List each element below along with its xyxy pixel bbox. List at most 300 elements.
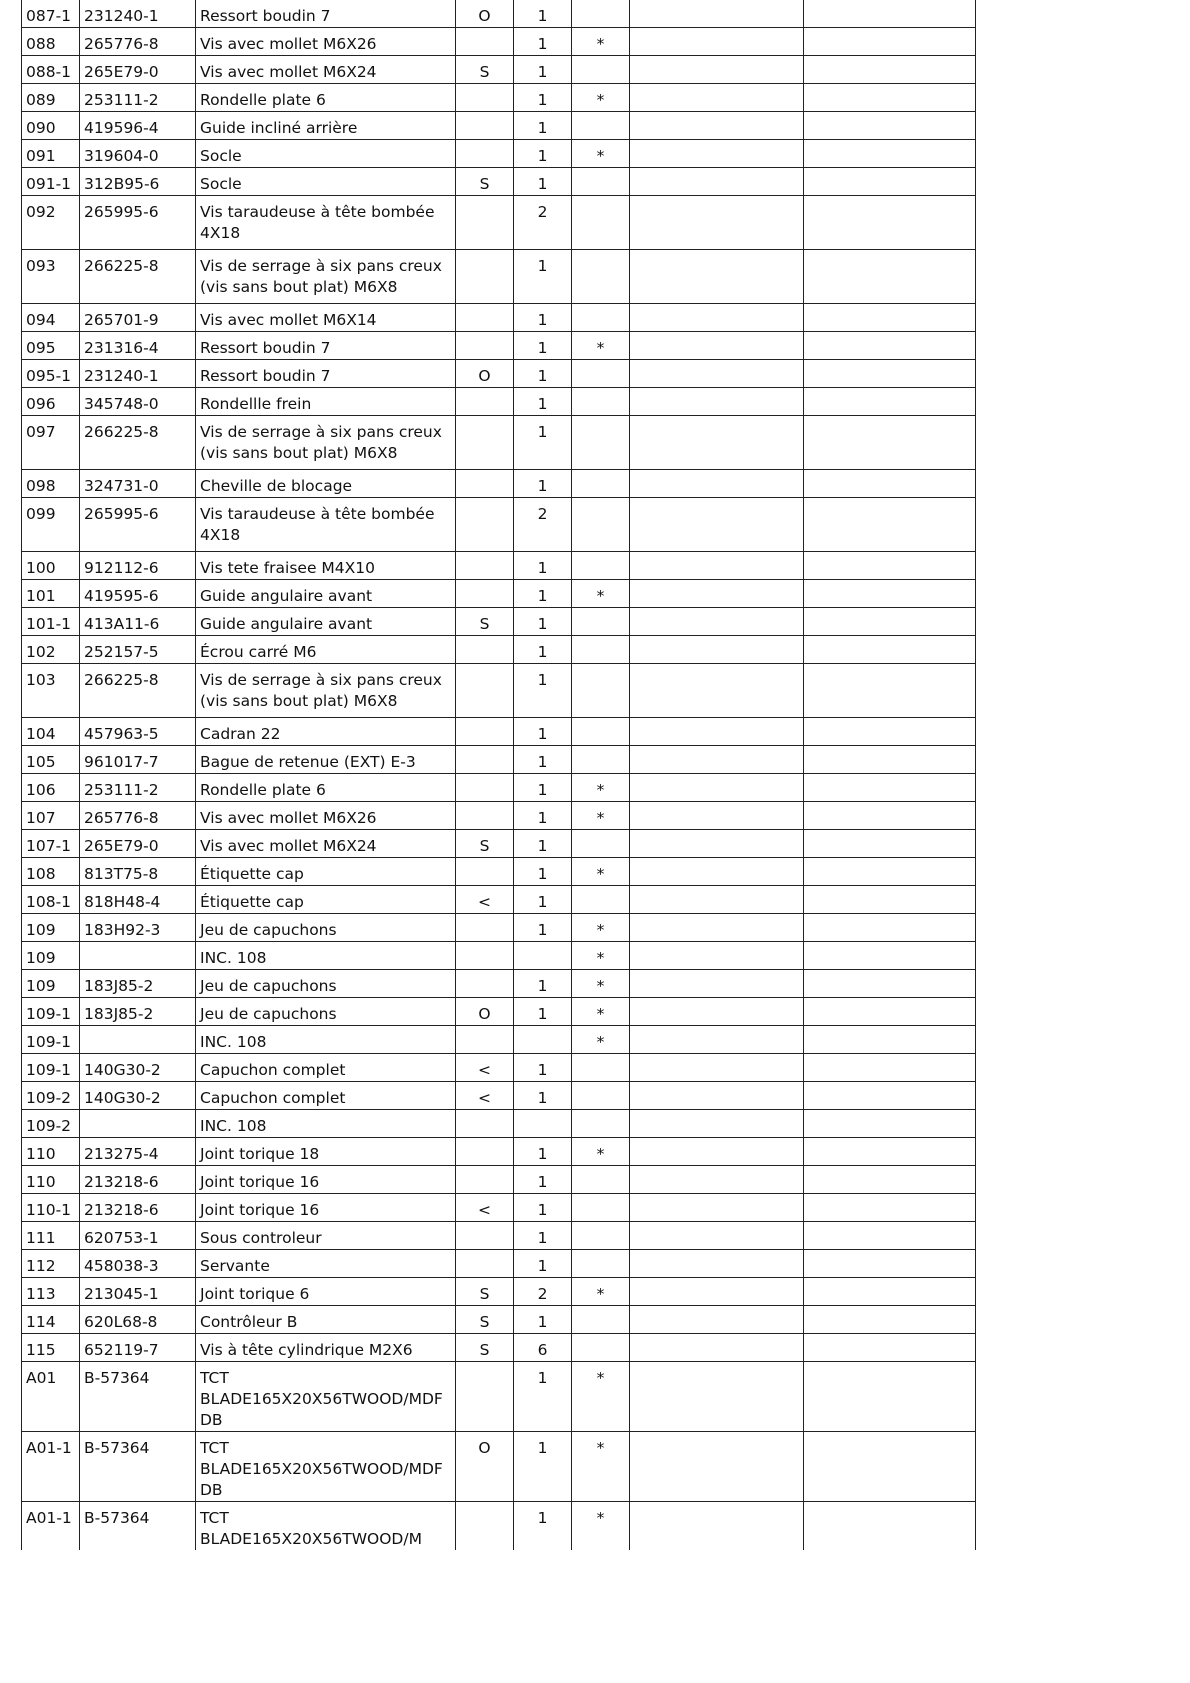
table-row [22, 470, 976, 498]
marker-cell: * [572, 1502, 630, 1551]
item-number-cell: A01-1 [22, 1432, 80, 1502]
empty-cell [804, 304, 976, 332]
part-number-cell: 813T75-8 [80, 858, 196, 886]
part-number-cell: 961017-7 [80, 746, 196, 774]
parts-list-page [21, 0, 976, 1550]
table-row [22, 416, 976, 470]
marker-cell [572, 1306, 630, 1334]
note-code-cell [456, 140, 514, 168]
table-row [22, 1362, 976, 1432]
note-code-cell [456, 664, 514, 718]
description-cell: Vis de serrage à six pans creux (vis sans bout plat) M6X8 [196, 416, 456, 470]
part-number-cell: 253111-2 [80, 84, 196, 112]
table-row [22, 942, 976, 970]
item-number-cell: 101-1 [22, 608, 80, 636]
item-number-cell: 088 [22, 28, 80, 56]
quantity-cell: 1 [514, 1138, 572, 1166]
note-code-cell [456, 746, 514, 774]
item-number-cell: 108-1 [22, 886, 80, 914]
empty-cell [630, 1362, 804, 1432]
empty-cell [630, 886, 804, 914]
description-cell: Rondellle frein [196, 388, 456, 416]
item-number-cell: 110-1 [22, 1194, 80, 1222]
note-code-cell: O [456, 1432, 514, 1502]
empty-cell [630, 332, 804, 360]
empty-cell [630, 1334, 804, 1362]
empty-cell [630, 608, 804, 636]
empty-cell [804, 802, 976, 830]
item-number-cell: 109-1 [22, 1026, 80, 1054]
empty-cell [630, 470, 804, 498]
marker-cell [572, 360, 630, 388]
item-number-cell: 087-1 [22, 0, 80, 28]
description-cell: Cheville de blocage [196, 470, 456, 498]
table-row [22, 970, 976, 998]
marker-cell: * [572, 580, 630, 608]
table-row [22, 1166, 976, 1194]
note-code-cell: O [456, 0, 514, 28]
empty-cell [630, 1306, 804, 1334]
quantity-cell: 1 [514, 250, 572, 304]
empty-cell [804, 664, 976, 718]
note-code-cell: S [456, 1334, 514, 1362]
note-code-cell [456, 774, 514, 802]
description-cell: Joint torique 16 [196, 1194, 456, 1222]
marker-cell [572, 886, 630, 914]
quantity-cell: 1 [514, 416, 572, 470]
description-cell: Étiquette cap [196, 886, 456, 914]
quantity-cell: 1 [514, 718, 572, 746]
parts-table [21, 0, 976, 1550]
description-cell: Socle [196, 168, 456, 196]
item-number-cell: 101 [22, 580, 80, 608]
item-number-cell: 095-1 [22, 360, 80, 388]
item-number-cell: 109 [22, 942, 80, 970]
marker-cell: * [572, 1432, 630, 1502]
empty-cell [630, 914, 804, 942]
description-cell: Servante [196, 1250, 456, 1278]
empty-cell [804, 886, 976, 914]
table-row [22, 140, 976, 168]
note-code-cell [456, 1026, 514, 1054]
description-cell: Vis de serrage à six pans creux (vis sans bout plat) M6X8 [196, 664, 456, 718]
part-number-cell: 620L68-8 [80, 1306, 196, 1334]
description-cell: Vis avec mollet M6X14 [196, 304, 456, 332]
table-row [22, 1502, 976, 1551]
empty-cell [804, 1082, 976, 1110]
empty-cell [804, 84, 976, 112]
marker-cell: * [572, 970, 630, 998]
item-number-cell: 107-1 [22, 830, 80, 858]
table-row [22, 664, 976, 718]
empty-cell [804, 1194, 976, 1222]
parts-table-body [22, 0, 976, 1550]
empty-cell [630, 1138, 804, 1166]
item-number-cell: 096 [22, 388, 80, 416]
table-row [22, 608, 976, 636]
part-number-cell: 265776-8 [80, 802, 196, 830]
note-code-cell [456, 388, 514, 416]
note-code-cell: O [456, 998, 514, 1026]
marker-cell: * [572, 28, 630, 56]
part-number-cell: B-57364 [80, 1362, 196, 1432]
item-number-cell: 109 [22, 914, 80, 942]
quantity-cell: 1 [514, 998, 572, 1026]
note-code-cell [456, 1110, 514, 1138]
item-number-cell: 104 [22, 718, 80, 746]
empty-cell [630, 1250, 804, 1278]
description-cell: Cadran 22 [196, 718, 456, 746]
empty-cell [630, 84, 804, 112]
note-code-cell: S [456, 168, 514, 196]
quantity-cell: 1 [514, 1082, 572, 1110]
part-number-cell: 652119-7 [80, 1334, 196, 1362]
item-number-cell: 109-1 [22, 1054, 80, 1082]
part-number-cell: 140G30-2 [80, 1054, 196, 1082]
empty-cell [630, 636, 804, 664]
note-code-cell: < [456, 886, 514, 914]
empty-cell [804, 552, 976, 580]
part-number-cell: 213218-6 [80, 1194, 196, 1222]
marker-cell [572, 168, 630, 196]
empty-cell [804, 332, 976, 360]
marker-cell [572, 746, 630, 774]
empty-cell [804, 1502, 976, 1551]
description-cell: INC. 108 [196, 942, 456, 970]
item-number-cell: 098 [22, 470, 80, 498]
part-number-cell: 183J85-2 [80, 970, 196, 998]
note-code-cell [456, 332, 514, 360]
description-cell: Étiquette cap [196, 858, 456, 886]
part-number-cell: 213218-6 [80, 1166, 196, 1194]
marker-cell: * [572, 1138, 630, 1166]
table-row [22, 830, 976, 858]
marker-cell: * [572, 1026, 630, 1054]
description-cell: Vis avec mollet M6X26 [196, 802, 456, 830]
description-cell: INC. 108 [196, 1110, 456, 1138]
empty-cell [804, 636, 976, 664]
marker-cell [572, 1194, 630, 1222]
empty-cell [630, 0, 804, 28]
description-cell: INC. 108 [196, 1026, 456, 1054]
note-code-cell: < [456, 1194, 514, 1222]
part-number-cell: 213045-1 [80, 1278, 196, 1306]
quantity-cell: 1 [514, 470, 572, 498]
description-cell: Joint torique 6 [196, 1278, 456, 1306]
table-row [22, 914, 976, 942]
empty-cell [630, 664, 804, 718]
item-number-cell: A01 [22, 1362, 80, 1432]
marker-cell [572, 470, 630, 498]
part-number-cell: 265995-6 [80, 498, 196, 552]
part-number-cell: 265701-9 [80, 304, 196, 332]
note-code-cell [456, 802, 514, 830]
part-number-cell: 345748-0 [80, 388, 196, 416]
empty-cell [630, 168, 804, 196]
empty-cell [630, 360, 804, 388]
part-number-cell: 183H92-3 [80, 914, 196, 942]
quantity-cell: 6 [514, 1334, 572, 1362]
table-row [22, 250, 976, 304]
item-number-cell: 100 [22, 552, 80, 580]
description-cell: Socle [196, 140, 456, 168]
quantity-cell: 1 [514, 886, 572, 914]
part-number-cell: 265776-8 [80, 28, 196, 56]
description-cell: Écrou carré M6 [196, 636, 456, 664]
empty-cell [804, 608, 976, 636]
quantity-cell: 1 [514, 332, 572, 360]
table-row [22, 388, 976, 416]
marker-cell: * [572, 1362, 630, 1432]
quantity-cell: 1 [514, 112, 572, 140]
note-code-cell [456, 304, 514, 332]
empty-cell [804, 1026, 976, 1054]
note-code-cell [456, 914, 514, 942]
note-code-cell [456, 250, 514, 304]
note-code-cell [456, 1362, 514, 1432]
item-number-cell: 106 [22, 774, 80, 802]
empty-cell [804, 1166, 976, 1194]
empty-cell [804, 1432, 976, 1502]
table-row [22, 1278, 976, 1306]
quantity-cell: 1 [514, 830, 572, 858]
quantity-cell: 1 [514, 1054, 572, 1082]
marker-cell: * [572, 998, 630, 1026]
marker-cell [572, 636, 630, 664]
item-number-cell: 113 [22, 1278, 80, 1306]
note-code-cell [456, 718, 514, 746]
marker-cell [572, 388, 630, 416]
part-number-cell: 266225-8 [80, 664, 196, 718]
note-code-cell [456, 580, 514, 608]
item-number-cell: 089 [22, 84, 80, 112]
note-code-cell [456, 942, 514, 970]
quantity-cell: 2 [514, 498, 572, 552]
empty-cell [630, 718, 804, 746]
description-cell: Capuchon complet [196, 1054, 456, 1082]
quantity-cell: 1 [514, 802, 572, 830]
table-row [22, 332, 976, 360]
quantity-cell: 1 [514, 746, 572, 774]
quantity-cell: 1 [514, 388, 572, 416]
empty-cell [804, 1222, 976, 1250]
description-cell: Jeu de capuchons [196, 914, 456, 942]
marker-cell [572, 1166, 630, 1194]
part-number-cell: 912112-6 [80, 552, 196, 580]
table-row [22, 858, 976, 886]
marker-cell [572, 1222, 630, 1250]
empty-cell [630, 498, 804, 552]
description-cell: Vis taraudeuse à tête bombée 4X18 [196, 196, 456, 250]
item-number-cell: 091 [22, 140, 80, 168]
item-number-cell: 092 [22, 196, 80, 250]
table-row [22, 28, 976, 56]
empty-cell [804, 1110, 976, 1138]
quantity-cell [514, 1026, 572, 1054]
quantity-cell: 1 [514, 168, 572, 196]
part-number-cell: 312B95-6 [80, 168, 196, 196]
empty-cell [804, 746, 976, 774]
quantity-cell: 1 [514, 1432, 572, 1502]
empty-cell [804, 718, 976, 746]
description-cell: TCT BLADE165X20X56TWOOD/MDF DB [196, 1432, 456, 1502]
empty-cell [630, 1166, 804, 1194]
table-row [22, 0, 976, 28]
item-number-cell: 094 [22, 304, 80, 332]
table-row [22, 1432, 976, 1502]
description-cell: Ressort boudin 7 [196, 332, 456, 360]
part-number-cell: 265995-6 [80, 196, 196, 250]
quantity-cell: 1 [514, 360, 572, 388]
quantity-cell: 1 [514, 1194, 572, 1222]
empty-cell [804, 914, 976, 942]
item-number-cell: 109-2 [22, 1110, 80, 1138]
note-code-cell: S [456, 830, 514, 858]
note-code-cell: S [456, 56, 514, 84]
marker-cell [572, 608, 630, 636]
empty-cell [804, 0, 976, 28]
note-code-cell: S [456, 1278, 514, 1306]
description-cell: Vis avec mollet M6X24 [196, 56, 456, 84]
marker-cell: * [572, 774, 630, 802]
empty-cell [804, 250, 976, 304]
empty-cell [630, 858, 804, 886]
part-number-cell: 231316-4 [80, 332, 196, 360]
table-row [22, 304, 976, 332]
empty-cell [804, 168, 976, 196]
item-number-cell: A01-1 [22, 1502, 80, 1551]
quantity-cell [514, 1110, 572, 1138]
empty-cell [630, 1502, 804, 1551]
item-number-cell: 088-1 [22, 56, 80, 84]
part-number-cell: 252157-5 [80, 636, 196, 664]
table-row [22, 168, 976, 196]
note-code-cell: S [456, 608, 514, 636]
marker-cell [572, 498, 630, 552]
table-row [22, 580, 976, 608]
description-cell: Rondelle plate 6 [196, 774, 456, 802]
part-number-cell: 620753-1 [80, 1222, 196, 1250]
empty-cell [630, 250, 804, 304]
marker-cell [572, 552, 630, 580]
marker-cell [572, 1110, 630, 1138]
table-row [22, 1138, 976, 1166]
description-cell: Guide angulaire avant [196, 608, 456, 636]
empty-cell [630, 774, 804, 802]
marker-cell: * [572, 140, 630, 168]
empty-cell [630, 998, 804, 1026]
description-cell: Jeu de capuchons [196, 998, 456, 1026]
quantity-cell: 1 [514, 84, 572, 112]
empty-cell [804, 112, 976, 140]
table-row [22, 1026, 976, 1054]
item-number-cell: 099 [22, 498, 80, 552]
empty-cell [804, 498, 976, 552]
item-number-cell: 103 [22, 664, 80, 718]
part-number-cell: 140G30-2 [80, 1082, 196, 1110]
note-code-cell [456, 112, 514, 140]
empty-cell [804, 470, 976, 498]
marker-cell [572, 1054, 630, 1082]
description-cell: Rondelle plate 6 [196, 84, 456, 112]
empty-cell [804, 140, 976, 168]
quantity-cell: 1 [514, 1166, 572, 1194]
table-row [22, 1306, 976, 1334]
empty-cell [804, 360, 976, 388]
empty-cell [630, 552, 804, 580]
table-row [22, 1250, 976, 1278]
note-code-cell [456, 970, 514, 998]
item-number-cell: 109-2 [22, 1082, 80, 1110]
quantity-cell: 1 [514, 140, 572, 168]
table-row [22, 1110, 976, 1138]
empty-cell [630, 802, 804, 830]
marker-cell [572, 416, 630, 470]
item-number-cell: 097 [22, 416, 80, 470]
empty-cell [630, 112, 804, 140]
item-number-cell: 095 [22, 332, 80, 360]
quantity-cell: 1 [514, 1502, 572, 1551]
marker-cell [572, 56, 630, 84]
quantity-cell: 1 [514, 858, 572, 886]
description-cell: Jeu de capuchons [196, 970, 456, 998]
marker-cell [572, 1082, 630, 1110]
description-cell: Capuchon complet [196, 1082, 456, 1110]
quantity-cell: 2 [514, 196, 572, 250]
quantity-cell: 1 [514, 304, 572, 332]
item-number-cell: 115 [22, 1334, 80, 1362]
empty-cell [804, 998, 976, 1026]
table-row [22, 360, 976, 388]
table-row [22, 196, 976, 250]
note-code-cell [456, 196, 514, 250]
empty-cell [630, 1054, 804, 1082]
marker-cell [572, 0, 630, 28]
empty-cell [630, 1432, 804, 1502]
item-number-cell: 109-1 [22, 998, 80, 1026]
empty-cell [804, 1138, 976, 1166]
description-cell: Joint torique 18 [196, 1138, 456, 1166]
marker-cell [572, 304, 630, 332]
empty-cell [804, 580, 976, 608]
item-number-cell: 112 [22, 1250, 80, 1278]
marker-cell: * [572, 802, 630, 830]
quantity-cell: 1 [514, 970, 572, 998]
empty-cell [804, 388, 976, 416]
quantity-cell: 1 [514, 1250, 572, 1278]
empty-cell [804, 1362, 976, 1432]
table-row [22, 886, 976, 914]
empty-cell [630, 388, 804, 416]
empty-cell [804, 970, 976, 998]
quantity-cell: 1 [514, 774, 572, 802]
quantity-cell: 1 [514, 914, 572, 942]
note-code-cell [456, 470, 514, 498]
part-number-cell: 253111-2 [80, 774, 196, 802]
empty-cell [804, 28, 976, 56]
quantity-cell: 1 [514, 608, 572, 636]
table-row [22, 998, 976, 1026]
part-number-cell: 265E79-0 [80, 830, 196, 858]
part-number-cell: 213275-4 [80, 1138, 196, 1166]
marker-cell [572, 1334, 630, 1362]
empty-cell [630, 196, 804, 250]
quantity-cell: 1 [514, 552, 572, 580]
note-code-cell: O [456, 360, 514, 388]
table-row [22, 56, 976, 84]
note-code-cell [456, 28, 514, 56]
quantity-cell: 1 [514, 580, 572, 608]
